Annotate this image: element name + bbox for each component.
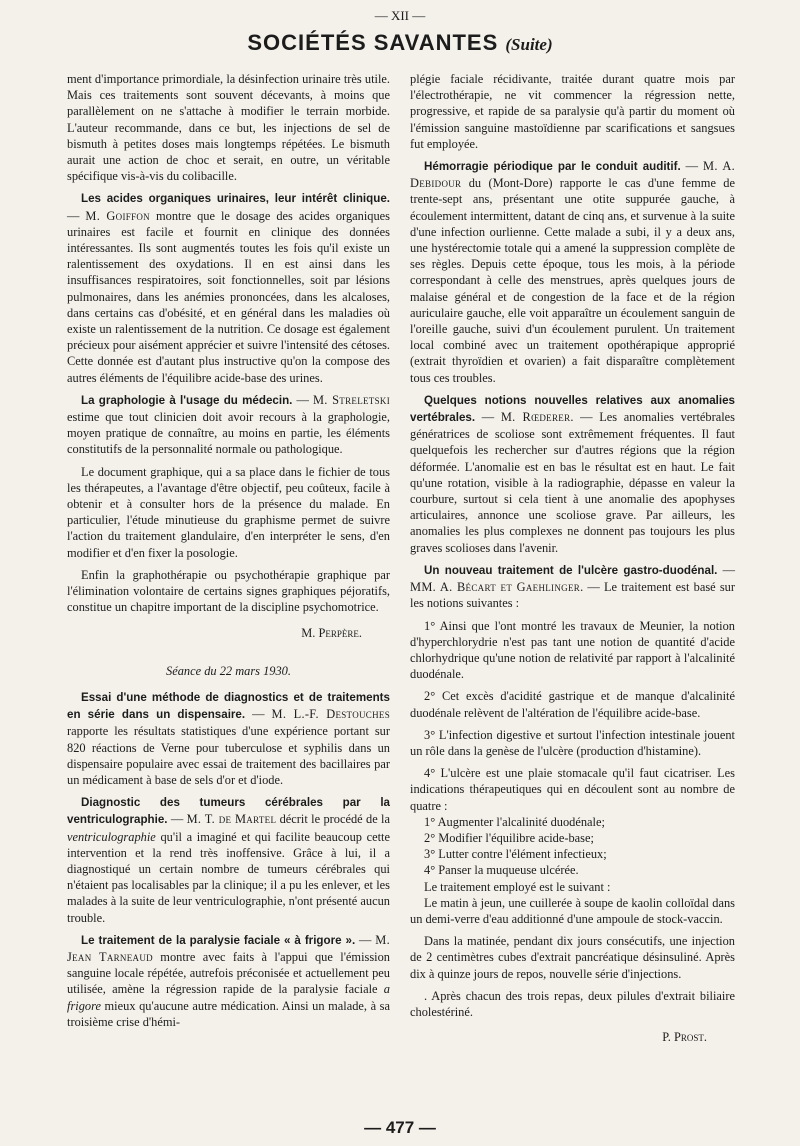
paragraph: ment d'importance primordiale, la désinfection urinaire très utile. Mais ces traitements sont souvent décevants, à moins que parallèlement on ne s'attache à modifier le terrain morbide. L'auteur recommande, dans ce but, les injections de sel de bismuth à petites doses mais longtemps répétées. Le bismuth aurait une action de choc et serait, en outre, un véritable spécifique vis-à-vis du colibacille.: [67, 72, 390, 184]
article-becart-gaehlinger: Un nouveau traitement de l'ulcère gastro-duodénal. — MM. A. Bécart et Gaehlinger. — Le traitement est basé sur les notions suivantes :: [410, 562, 735, 611]
author: M. A. Debidour: [410, 159, 735, 191]
article-streletski: La graphologie à l'usage du médecin. — M. Streletski estime que tout clinicien doit avoir recours à la graphologie, moyen pratique de connaître, au moins en partie, les éléments constitutifs de la personnalité normale ou pathologique.: [67, 392, 390, 457]
term: ventriculographie: [67, 829, 156, 844]
article-tarneaud: Le traitement de la paralysie faciale « à frigore ». — M. Jean Tarneaud montre avec faits à l'appui que l'émission sanguine locale répétée, autrefois préconisée et actuellement peu utilisée, amène la régression rapide de la paralysie faciale a frigore mieux qu'aucune autre médication. Ainsi un malade, à sa troisième crise d'hémi-: [67, 932, 390, 1029]
article-body: mieux qu'aucune autre médication. Ainsi un malade, à sa troisième crise d'hémi-: [67, 998, 390, 1029]
article-roederer: Quelques notions nouvelles relatives aux anomalies vertébrales. — M. Rœderer. — Les anomalies vertébrales génératrices de scoliose sont extrêmement fréquentes. Il faut quelquefois les rechercher sur d'autres régions que la région déformée. L'anomalie est en bas le résultat est en haut. Le fait qu'une rotation, visible à la radiographie, dépasse en valeur la courbure, surtout si cela tient à une anomalie des apophyses articulaires, annonce une scoliose grave. Par ailleurs, les anomalies les plus complexes ne donnent pas toujours les plus graves scolioses dans l'avenir.: [410, 393, 735, 555]
author: M. Streletski: [312, 392, 390, 407]
indication-1: 1° Augmenter l'alcalinité duodénale;: [424, 814, 605, 829]
treatment-injections: Dans la matinée, pendant dix jours consécutifs, une injection de 2 centimètres cubes d'extrait pancréatique désinsuliné. Après dix à quinze jours de repos, nouvelle série d'injections.: [410, 934, 735, 981]
session-date: Séance du 22 mars 1930.: [166, 663, 291, 678]
author: MM. A. Bécart et Gaehlinger: [410, 580, 581, 595]
article-heading: Hémorragie périodique par le conduit auditif.: [424, 160, 681, 174]
article-debidour: Hémorragie périodique par le conduit auditif. — M. A. Debidour du (Mont-Dore) rapporte le cas d'une femme de trente-sept ans, présentant une otite suppurée gauche, à écoulement intermittent, datant de cinq ans, et survenue à la suite d'une infection ourlienne. Cette malade a subi, il y a deux ans, une hystérectomie totale qui a amené la suppression complète de ses règles. Depuis cette époque, tous les mois, à la période correspondant à celle des menstrues, après quelques jours de malaise général et de congestion de la face et de la région auriculaire gauche, elle voit apparaître un écoulement sanguin de l'oreille gauche, suivi d'un écoulement purulent. Un traitement local combiné avec un traitement opothérapique approprié (extrait thyroïdien et ovarien) a fait disparaître complètement tous ces troubles.: [410, 159, 735, 385]
left-column: [67, 71, 390, 1030]
article-goiffon: Les acides organiques urinaires, leur intérêt clinique. — M. Goiffon montre que le dosage des acides organiques urinaires est facile et fournit en clinique des données intéressantes. Ils sont augmentés toutes les fois qu'il existe un ralentissement des oxydations. Il en est ainsi dans les insuffisances respiratoires, soit fonctionnelles, soit par lésions pulmonaires, dans les anémies prononcées, dans les alcaloses, dans certains cas d'obésité, et en général dans les maladies où existe un ralentissement de la nutrition. Ce dosage est également précieux pour aisément apprécier et suivre l'intensité des cétoses. Cette donnée est d'autant plus instructive qu'on la compose des autres éléments de l'équilibre acide-base des urines.: [67, 192, 390, 385]
article-body: Le traitement est basé sur les notions suivantes :: [410, 580, 735, 611]
article-body: décrit le procédé de la: [276, 812, 390, 827]
notion-3: 3° L'infection digestive et surtout l'infection intestinale jouent un rôle dans la genèse de l'ulcère (production d'histamine).: [410, 727, 735, 758]
indication-2: 2° Modifier l'équilibre acide-base;: [424, 830, 594, 845]
section-title: SOCIÉTÉS SAVANTES: [247, 30, 499, 55]
notion-4: 4° L'ulcère est une plaie stomacale qu'il faut cicatriser. Les indications thérapeutiques qui en découlent sont au nombre de quatre :: [410, 766, 735, 813]
article-heading: Le traitement de la paralysie faciale « à frigore ».: [81, 933, 356, 947]
article-heading: Un nouveau traitement de l'ulcère gastro-duodénal.: [424, 563, 718, 577]
signature: P. Prost.: [662, 1030, 707, 1045]
article-body: Les anomalies vertébrales génératrices de scoliose sont extrêmement fréquentes. Il faut quelquefois les rechercher sur d'autres régions que la région déformée. L'anomalie est en bas le résultat est en haut. Le fait qu'une rotation, visible à la radiographie, dépasse en valeur la courbure, surtout si cela tient à une anomalie des apophyses articulaires, annonce une scoliose grave. Par ailleurs, les anomalies les plus complexes ne donnent pas toujours les plus graves scolioses dans l'avenir.: [410, 410, 735, 555]
signature: M. Perpère.: [301, 625, 362, 640]
article-heading: Diagnostic des tumeurs cérébrales par la ventriculographie.: [67, 796, 390, 827]
article-de-martel: Diagnostic des tumeurs cérébrales par la ventriculographie. — M. T. de Martel décrit le procédé de la ventriculographie qu'il a imaginé et qui facilite beaucoup cette intervention et la rend très inoffensive. Grâce à lui, il a diagnostiqué un certain nombre de tumeurs cérébrales qui n'étaient pas localisables par la clinique; il a pu les enlever, et les malades à la suite de leur ventriculographie, n'ont présenté aucun trouble.: [67, 796, 390, 925]
folio: — XII —: [374, 8, 426, 23]
article-body: estime que tout clinicien doit avoir recours à la graphologie, moyen pratique de connaître, au moins en partie, les éléments constitutifs de la personnalité normale ou pathologique.: [67, 410, 390, 457]
article-body: montre avec faits à l'appui que l'émission sanguine locale répétée, autrefois préconisée et actuellement peu utilisée, amène la régression rapide de la paralysie faciale: [67, 949, 390, 997]
treatment-morning: Le matin à jeun, une cuillerée à soupe de kaolin colloïdal dans un demi-verre d'eau additionné d'une ampoule de stock-vaccin.: [410, 895, 735, 926]
running-title: [0, 30, 800, 56]
title-suffix: (Suite): [505, 35, 553, 54]
author: M. Jean Tarneaud: [67, 932, 390, 964]
article-body: du (Mont-Dore) rapporte le cas d'une femme de trente-sept ans, présentant une otite suppurée gauche, à écoulement intermittent, datant de cinq ans, et survenue à la suite d'une infection ourlienne. Cette malade a subi, il y a deux ans, une hystérectomie totale qui a amené la suppression complète de ses règles. Depuis cette époque, tous les mois, à la période correspondant à celle des menstrues, après quelques jours de malaise général et de congestion de la face et de la région auriculaire gauche, elle voit apparaître un écoulement sanguin de l'oreille gauche, suivi d'un écoulement purulent. Un traitement local combiné avec un traitement opothérapique approprié (extrait thyroïdien et ovarien) a fait disparaître complètement tous ces troubles.: [410, 176, 735, 385]
article-body: montre que le dosage des acides organiques urinaires est facile et fournit en clinique des données intéressantes. Ils sont augmentés toutes les fois qu'il existe un ralentissement des oxydations. Il en est ainsi dans les insuffisances respiratoires, soit fonctionnelles, soit par lésions pulmonaires, dans les anémies prononcées, dans les alcaloses, dans certains cas d'obésité, et en général dans les maladies où existe un ralentissement de la nutrition. Ce dosage est également précieux pour aisément apprécier et suivre l'intensité des cétoses. Cette donnée est d'autant plus instructive qu'on la compose des autres éléments de l'équilibre acide-base des urines.: [67, 208, 390, 385]
indication-3: 3° Lutter contre l'élément infectieux;: [424, 847, 607, 862]
paragraph: Le document graphique, qui a sa place dans le fichier de tous les thérapeutes, a l'avantage d'être objectif, peu coûteux, facile à obtenir et à consulter hors de la présence du malade. En particulier, l'étude minutieuse du graphisme permet de suivre l'action du traitement glandulaire, d'en interpréter le sens, d'en modifier et d'en fixer la posologie.: [67, 464, 390, 560]
right-column: [410, 71, 735, 1045]
author: M. Goiffon: [85, 208, 150, 223]
article-heading: La graphologie à l'usage du médecin.: [81, 393, 293, 407]
article-body: qu'il a imaginé et qui facilite beaucoup cette intervention et la rend très inoffensive. Grâce à lui, il a diagnostiqué un certain nombre de tumeurs cérébrales qui n'étaient pas localisables par la clinique; il a pu les enlever, et les malades à la suite de leur ventriculographie, n'ont présenté aucun trouble.: [67, 829, 390, 925]
treatment-intro: Le traitement employé est le suivant :: [424, 879, 611, 894]
author: M. Rœderer: [500, 410, 571, 425]
indication-4: 4° Panser la muqueuse ulcérée.: [424, 863, 579, 878]
page-number: — 477 —: [364, 1118, 436, 1137]
treatment-pills: . Après chacun des trois repas, deux pilules d'extrait biliaire cholestériné.: [410, 988, 735, 1019]
term: a frigore: [67, 982, 390, 1013]
article-body: rapporte les résultats statistiques d'une expérience portant sur 820 réactions de Verne pour tuberculose et syphilis dans un dispensaire populaire avec essai de traitement des bacillaires par un médicament à base de sels d'or et d'iode.: [67, 724, 390, 787]
paragraph: plégie faciale récidivante, traitée durant quatre mois par l'électrothérapie, ne vit commencer la régression nette, progressive, et rapide de sa paralysie qu'à partir du moment où l'émission sanguine mastoïdienne par scarifications et sangsues fut employée.: [410, 72, 735, 151]
notion-2: 2° Cet excès d'acidité gastrique et de manque d'alcalinité duodénale relèvent de l'altération de l'équilibre acide-base.: [410, 689, 735, 720]
paragraph: Enfin la graphothérapie ou psychothérapie graphique par l'élimination volontaire de certains signes graphiques péjoratifs, constitue un chapitre important de la discipline psychomotrice.: [67, 567, 390, 615]
article-heading: Quelques notions nouvelles relatives aux anomalies vertébrales.: [410, 393, 735, 425]
article-heading: Les acides organiques urinaires, leur intérêt clinique.: [81, 192, 390, 206]
notion-1: 1° Ainsi que l'ont montré les travaux de Meunier, la notion d'hyperchlorydrie n'est pas tant une notion de quantité d'acide chlorhydrique qu'une notion de relativité par rapport à l'alcalinité duodénale.: [410, 618, 735, 682]
author: M. L.-F. Destouches: [271, 707, 390, 722]
article-heading: Essai d'une méthode de diagnostics et de traitements en série dans un dispensaire.: [67, 690, 390, 722]
article-destouches: Essai d'une méthode de diagnostics et de traitements en série dans un dispensaire. — M. L.-F. Destouches rapporte les résultats statistiques d'une expérience portant sur 820 réactions de Verne pour tuberculose et syphilis dans un dispensaire populaire avec essai de traitement des bacillaires par un médicament à base de sels d'or et d'iode.: [67, 690, 390, 787]
author: M. T. de Martel: [186, 812, 277, 827]
